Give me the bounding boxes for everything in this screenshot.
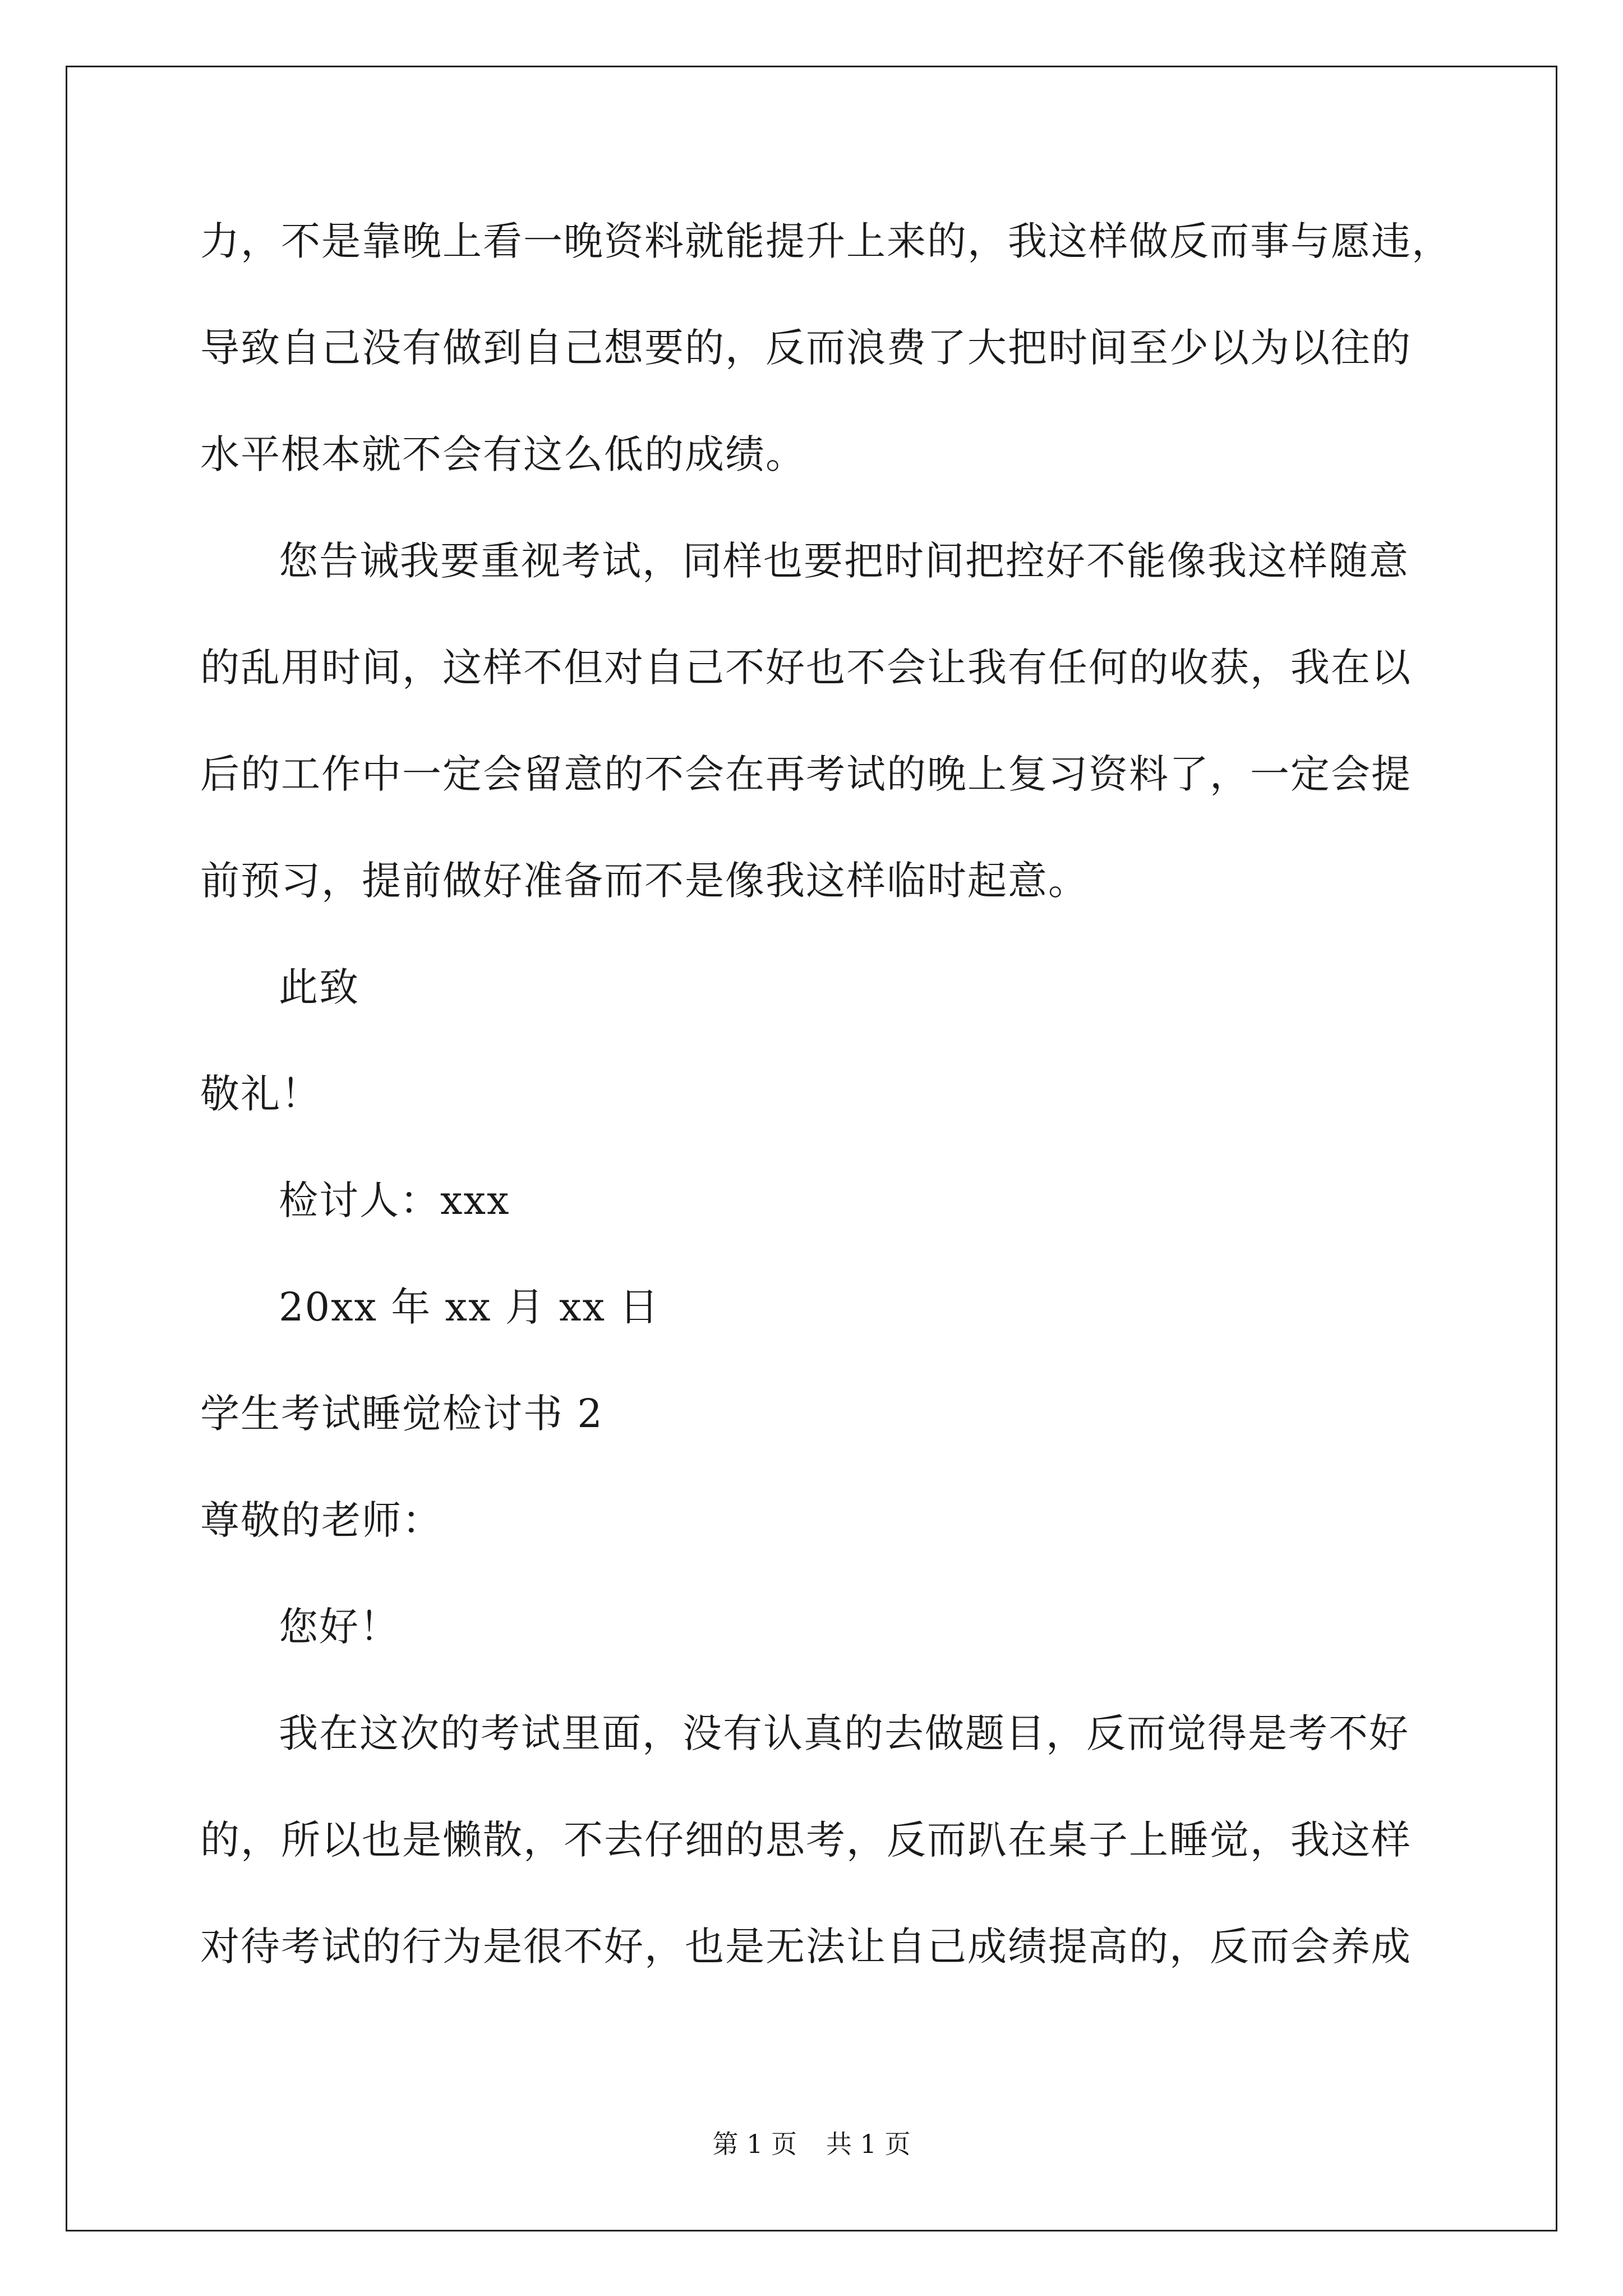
date-line: 20xx 年 xx 月 xx 日 xyxy=(279,1284,660,1330)
greeting: 您好！ xyxy=(279,1604,400,1650)
text-line: 力，不是靠晚上看一晚资料就能提升上来的，我这样做反而事与愿违， xyxy=(200,218,1452,264)
text-line: 后的工作中一定会留意的不会在再考试的晚上复习资料了，一定会提 xyxy=(200,751,1412,797)
text-line: 对待考试的行为是很不好，也是无法让自己成绩提高的，反而会养成 xyxy=(200,1924,1412,1970)
text-line: 导致自己没有做到自己想要的，反而浪费了大把时间至少以为以往的 xyxy=(200,325,1412,371)
paragraph-start-line: 我在这次的考试里面，没有认真的去做题目，反而觉得是考不好 xyxy=(279,1710,1409,1756)
page-footer xyxy=(0,2127,1623,2161)
signature-line: 检讨人：xxx xyxy=(279,1177,510,1223)
text-line: 水平根本就不会有这么低的成绩。 xyxy=(200,431,806,477)
section-title: 学生考试睡觉检讨书 2 xyxy=(200,1391,603,1437)
text-line: 的乱用时间，这样不但对自己不好也不会让我有任何的收获，我在以 xyxy=(200,645,1412,691)
text-line: 的，所以也是懒散，不去仔细的思考，反而趴在桌子上睡觉，我这样 xyxy=(200,1817,1412,1863)
closing-regards: 敬礼！ xyxy=(200,1071,321,1117)
closing-salutation: 此致 xyxy=(279,964,359,1010)
page-number: 第 1 页 xyxy=(712,2129,797,2159)
paragraph-start-line: 您告诫我要重视考试，同样也要把时间把控好不能像我这样随意 xyxy=(279,538,1409,584)
text-line: 前预习，提前做好准备而不是像我这样临时起意。 xyxy=(200,858,1089,904)
document-body xyxy=(200,0,1452,2076)
page-total: 共 1 页 xyxy=(826,2129,911,2159)
greeting-addressee: 尊敬的老师： xyxy=(200,1497,442,1543)
